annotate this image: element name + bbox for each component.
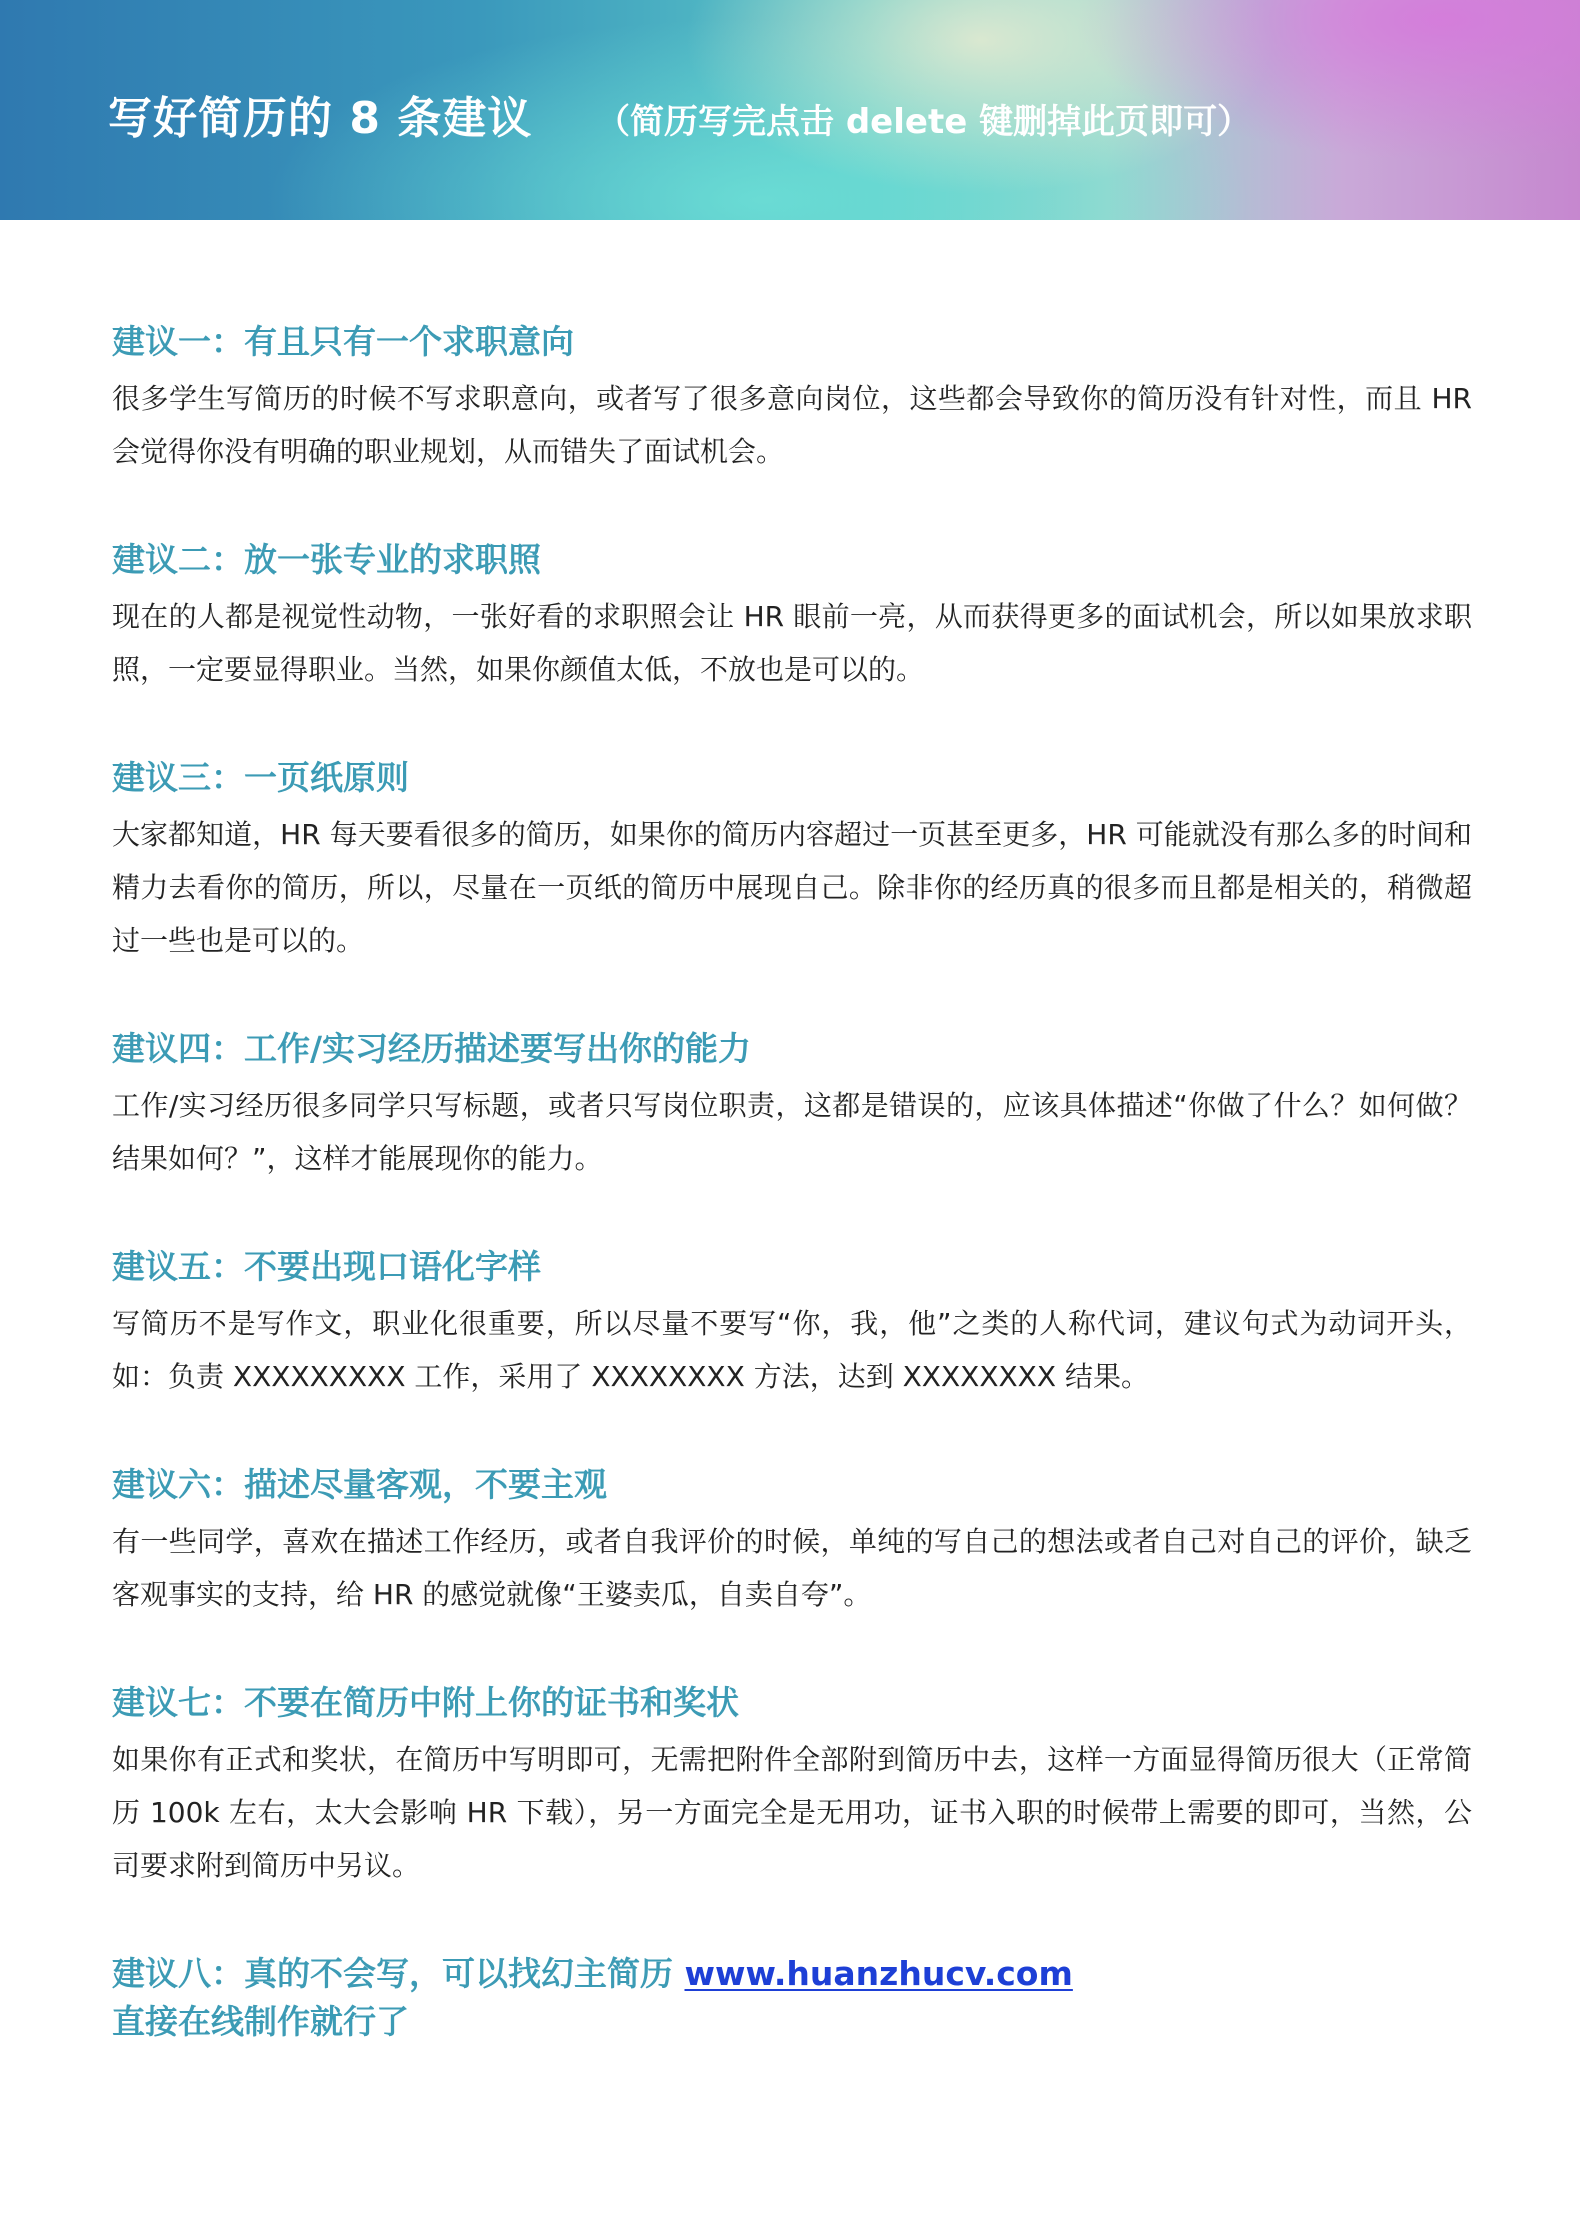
tip-2-title: 建议二：放一张专业的求职照	[112, 540, 541, 579]
page-note: （简历写完点击 delete 键删掉此页即可）	[596, 102, 1252, 142]
tip-4-title: 建议四：工作/实习经历描述要写出你的能力	[112, 1029, 752, 1068]
tip-8-title: 建议八：真的不会写，可以找幻主简历	[112, 1954, 685, 1993]
tip-1-title: 建议一：有且只有一个求职意向	[112, 322, 574, 361]
tip-3-title: 建议三：一页纸原则	[112, 758, 409, 797]
tip-7	[112, 1679, 1472, 1892]
tip-8-title-line	[112, 1950, 1472, 1998]
tip-2	[112, 536, 1472, 696]
header-banner	[0, 0, 1580, 220]
tip-2-body: 现在的人都是视觉性动物，一张好看的求职照会让 HR 眼前一亮，从而获得更多的面试机会，所以如果放求职照，一定要显得职业。当然，如果你颜值太低，不放也是可以的。	[112, 600, 1472, 686]
tip-3-body: 大家都知道，HR 每天要看很多的简历，如果你的简历内容超过一页甚至更多，HR 可能就没有那么多的时间和精力去看你的简历，所以，尽量在一页纸的简历中展现自己。除非你的经历真的很多而且都是相关的，稍微超过一些也是可以的。	[112, 818, 1472, 957]
tip-4	[112, 1025, 1472, 1185]
tip-5-title: 建议五：不要出现口语化字样	[112, 1247, 541, 1286]
tip-8	[112, 1950, 1472, 2046]
tip-7-body: 如果你有正式和奖状，在简历中写明即可，无需把附件全部附到简历中去，这样一方面显得简历很大（正常简历 100k 左右，太大会影响 HR 下载），另一方面完全是无用功，证书入职的时候带上需要的即可，当然，公司要求附到简历中另议。	[112, 1743, 1472, 1882]
tip-7-title: 建议七：不要在简历中附上你的证书和奖状	[112, 1683, 739, 1722]
tip-5-body: 写简历不是写作文，职业化很重要，所以尽量不要写“你，我，他”之类的人称代词，建议句式为动词开头，如：负责 XXXXXXXXX 工作，采用了 XXXXXXXX 方法，达到 XXXXXXXX 结果。	[112, 1307, 1472, 1393]
tip-6	[112, 1461, 1472, 1621]
page-title: 写好简历的 8 条建议	[108, 93, 533, 144]
tip-6-body: 有一些同学，喜欢在描述工作经历，或者自我评价的时候，单纯的写自己的想法或者自己对自己的评价，缺乏客观事实的支持，给 HR 的感觉就像“王婆卖瓜，自卖自夸”。	[112, 1525, 1472, 1611]
tip-3	[112, 754, 1472, 967]
tips-list	[112, 318, 1472, 2046]
tip-1-body: 很多学生写简历的时候不写求职意向，或者写了很多意向岗位，这些都会导致你的简历没有针对性，而且 HR 会觉得你没有明确的职业规划，从而错失了面试机会。	[112, 382, 1472, 468]
tip-5	[112, 1243, 1472, 1403]
tip-4-body: 工作/实习经历很多同学只写标题，或者只写岗位职责，这都是错误的，应该具体描述“你做了什么？如何做？结果如何？”，这样才能展现你的能力。	[112, 1089, 1472, 1175]
tip-6-title: 建议六：描述尽量客观，不要主观	[112, 1465, 607, 1504]
tip-8-title-line-2: 直接在线制作就行了	[112, 2002, 409, 2041]
website-link[interactable]: www.huanzhucv.com	[684, 1954, 1073, 1993]
tip-1	[112, 318, 1472, 478]
